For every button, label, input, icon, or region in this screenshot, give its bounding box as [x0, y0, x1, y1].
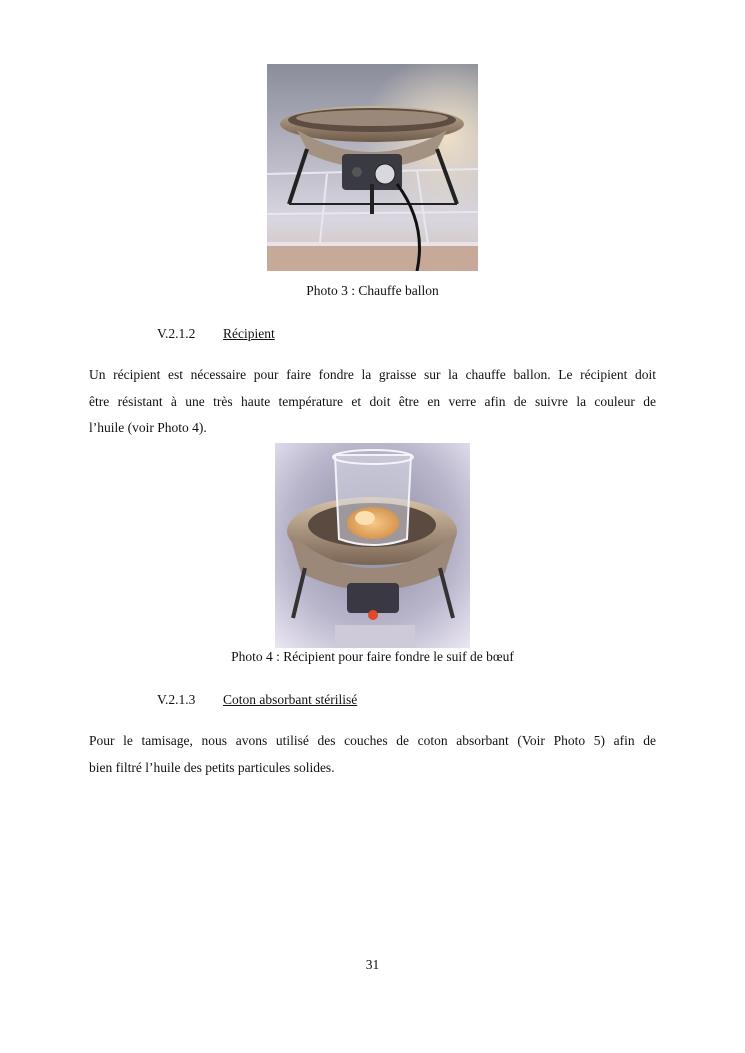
- photo-chauffe-ballon: [267, 64, 478, 271]
- section-number: V.2.1.3: [157, 692, 196, 707]
- paragraph-recipient: [89, 362, 656, 442]
- caption-photo-3: Photo 3 : Chauffe ballon: [306, 283, 439, 298]
- section-heading-recipient: [157, 326, 275, 342]
- paragraph-line: l’huile (voir Photo 4).: [89, 420, 207, 435]
- paragraph-coton: [89, 728, 656, 781]
- photo-recipient-image: [275, 443, 470, 648]
- section-title: Récipient: [223, 326, 275, 341]
- photo-chauffe-ballon-image: [267, 64, 478, 271]
- section-title: Coton absorbant stérilisé: [223, 692, 358, 707]
- paragraph-line: bien filtré l’huile des petits particules solides.: [89, 759, 335, 775]
- paragraph-line: être résistant à une très haute température et doit être en verre afin de suivre la couleur de: [89, 393, 656, 409]
- page-number: 31: [365, 957, 380, 972]
- section-heading-coton: [157, 692, 357, 708]
- photo-recipient: [275, 443, 470, 648]
- caption-photo-4: Photo 4 : Récipient pour faire fondre le suif de bœuf: [231, 649, 514, 664]
- paragraph-line: Un récipient est nécessaire pour faire fondre la graisse sur la chauffe ballon. Le récipient doit: [89, 367, 656, 382]
- paragraph-line: Pour le tamisage, nous avons utilisé des couches de coton absorbant (Voir Photo 5) afin de: [89, 733, 656, 748]
- section-number: V.2.1.2: [157, 326, 196, 341]
